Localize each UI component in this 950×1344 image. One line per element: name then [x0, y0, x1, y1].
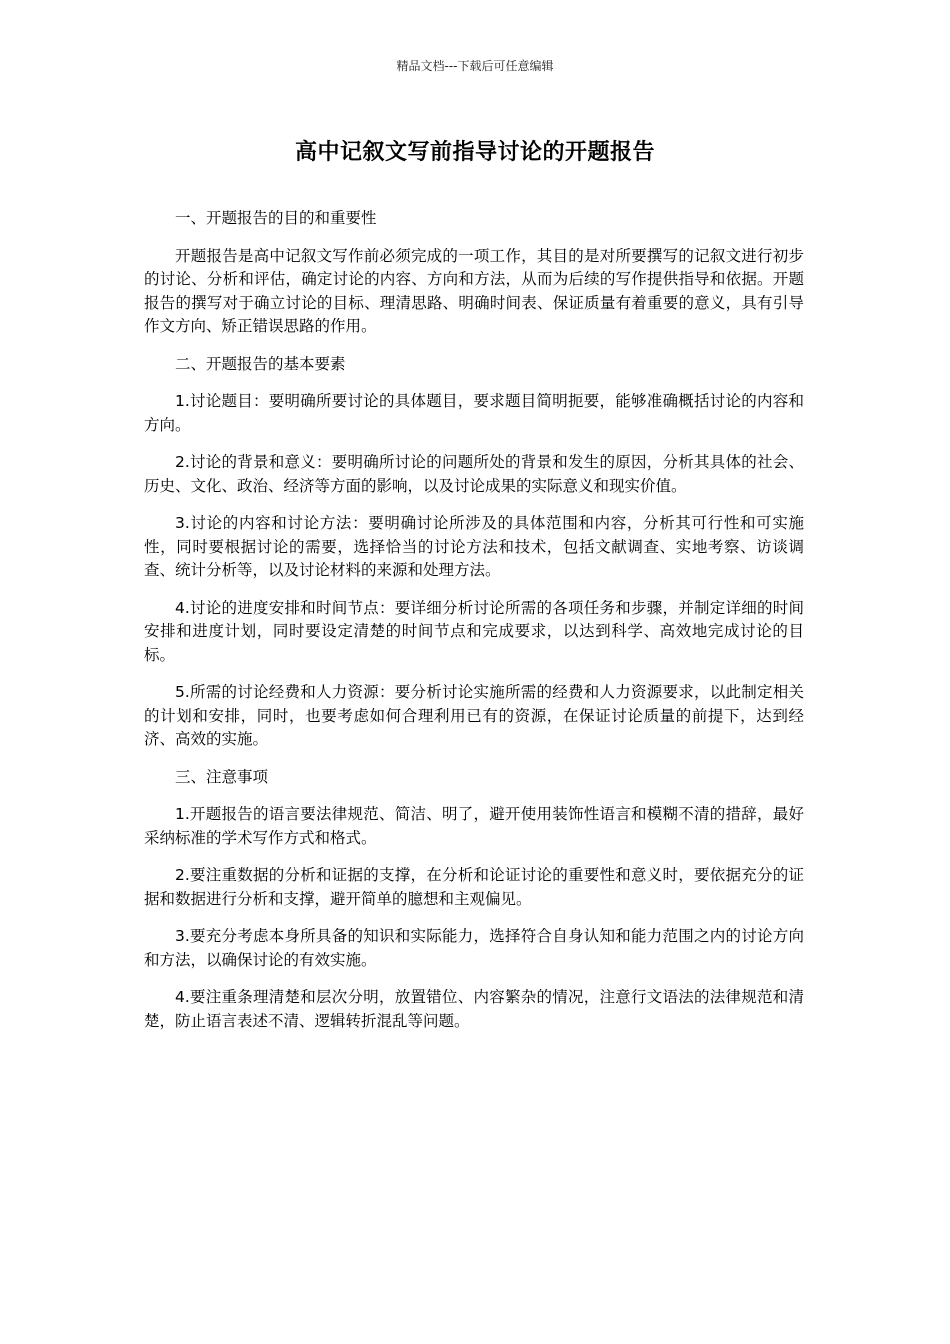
paragraph: 3.要充分考虑本身所具备的知识和实际能力，选择符合自身认知和能力范围之内的讨论方向和方法，以确保讨论的有效实施。 — [144, 927, 804, 969]
paragraph: 1.讨论题目：要明确所要讨论的具体题目，要求题目简明扼要，能够准确概括讨论的内容和方向。 — [144, 392, 804, 434]
document-body — [144, 207, 804, 1047]
document-title: 高中记叙文写前指导讨论的开题报告 — [294, 140, 655, 165]
paragraph: 4.要注重条理清楚和层次分明，放置错位、内容繁杂的情况，注意行文语法的法律规范和清楚，防止语言表述不清、逻辑转折混乱等问题。 — [144, 988, 804, 1030]
paragraph: 3.讨论的内容和讨论方法：要明确讨论所涉及的具体范围和内容，分析其可行性和可实施性，同时要根据讨论的需要，选择恰当的讨论方法和技术，包括文献调查、实地考察、访谈调查、统计分析等，以及讨论材料的来源和处理方法。 — [144, 514, 804, 579]
paragraph: 5.所需的讨论经费和人力资源：要分析讨论实施所需的经费和人力资源要求，以此制定相关的计划和安排，同时，也要考虑如何合理利用已有的资源，在保证讨论质量的前提下，达到经济、高效的实施。 — [144, 683, 804, 748]
paragraph: 4.讨论的进度安排和时间节点：要详细分析讨论所需的各项任务和步骤，并制定详细的时间安排和进度计划，同时要设定清楚的时间节点和完成要求，以达到科学、高效地完成讨论的目标。 — [144, 598, 804, 664]
paragraph: 开题报告是高中记叙文写作前必须完成的一项工作，其目的是对所要撰写的记叙文进行初步的讨论、分析和评估，确定讨论的内容、方向和方法，从而为后续的写作提供指导和依据。开题报告的撰写对于确立讨论的目标、理清思路、明确时间表、保证质量有着重要的意义，具有引导作文方向、矫正错误思路的作用。 — [144, 246, 804, 335]
section-heading: 一、开题报告的目的和重要性 — [175, 209, 377, 227]
page-header: 精品文档---下载后可任意编辑 — [396, 59, 554, 73]
paragraph: 1.开题报告的语言要法律规范、简洁、明了，避开使用装饰性语言和模糊不清的措辞，最好采纳标准的学术写作方式和格式。 — [144, 805, 804, 847]
paragraph: 2.讨论的背景和意义：要明确所讨论的问题所处的背景和发生的原因，分析其具体的社会、历史、文化、政治、经济等方面的影响，以及讨论成果的实际意义和现实价值。 — [144, 453, 804, 495]
paragraph: 2.要注重数据的分析和证据的支撑，在分析和论证讨论的重要性和意义时，要依据充分的证据和数据进行分析和支撑，避开简单的臆想和主观偏见。 — [144, 866, 804, 908]
section-heading: 三、注意事项 — [175, 767, 269, 786]
section-heading: 二、开题报告的基本要素 — [175, 354, 346, 373]
